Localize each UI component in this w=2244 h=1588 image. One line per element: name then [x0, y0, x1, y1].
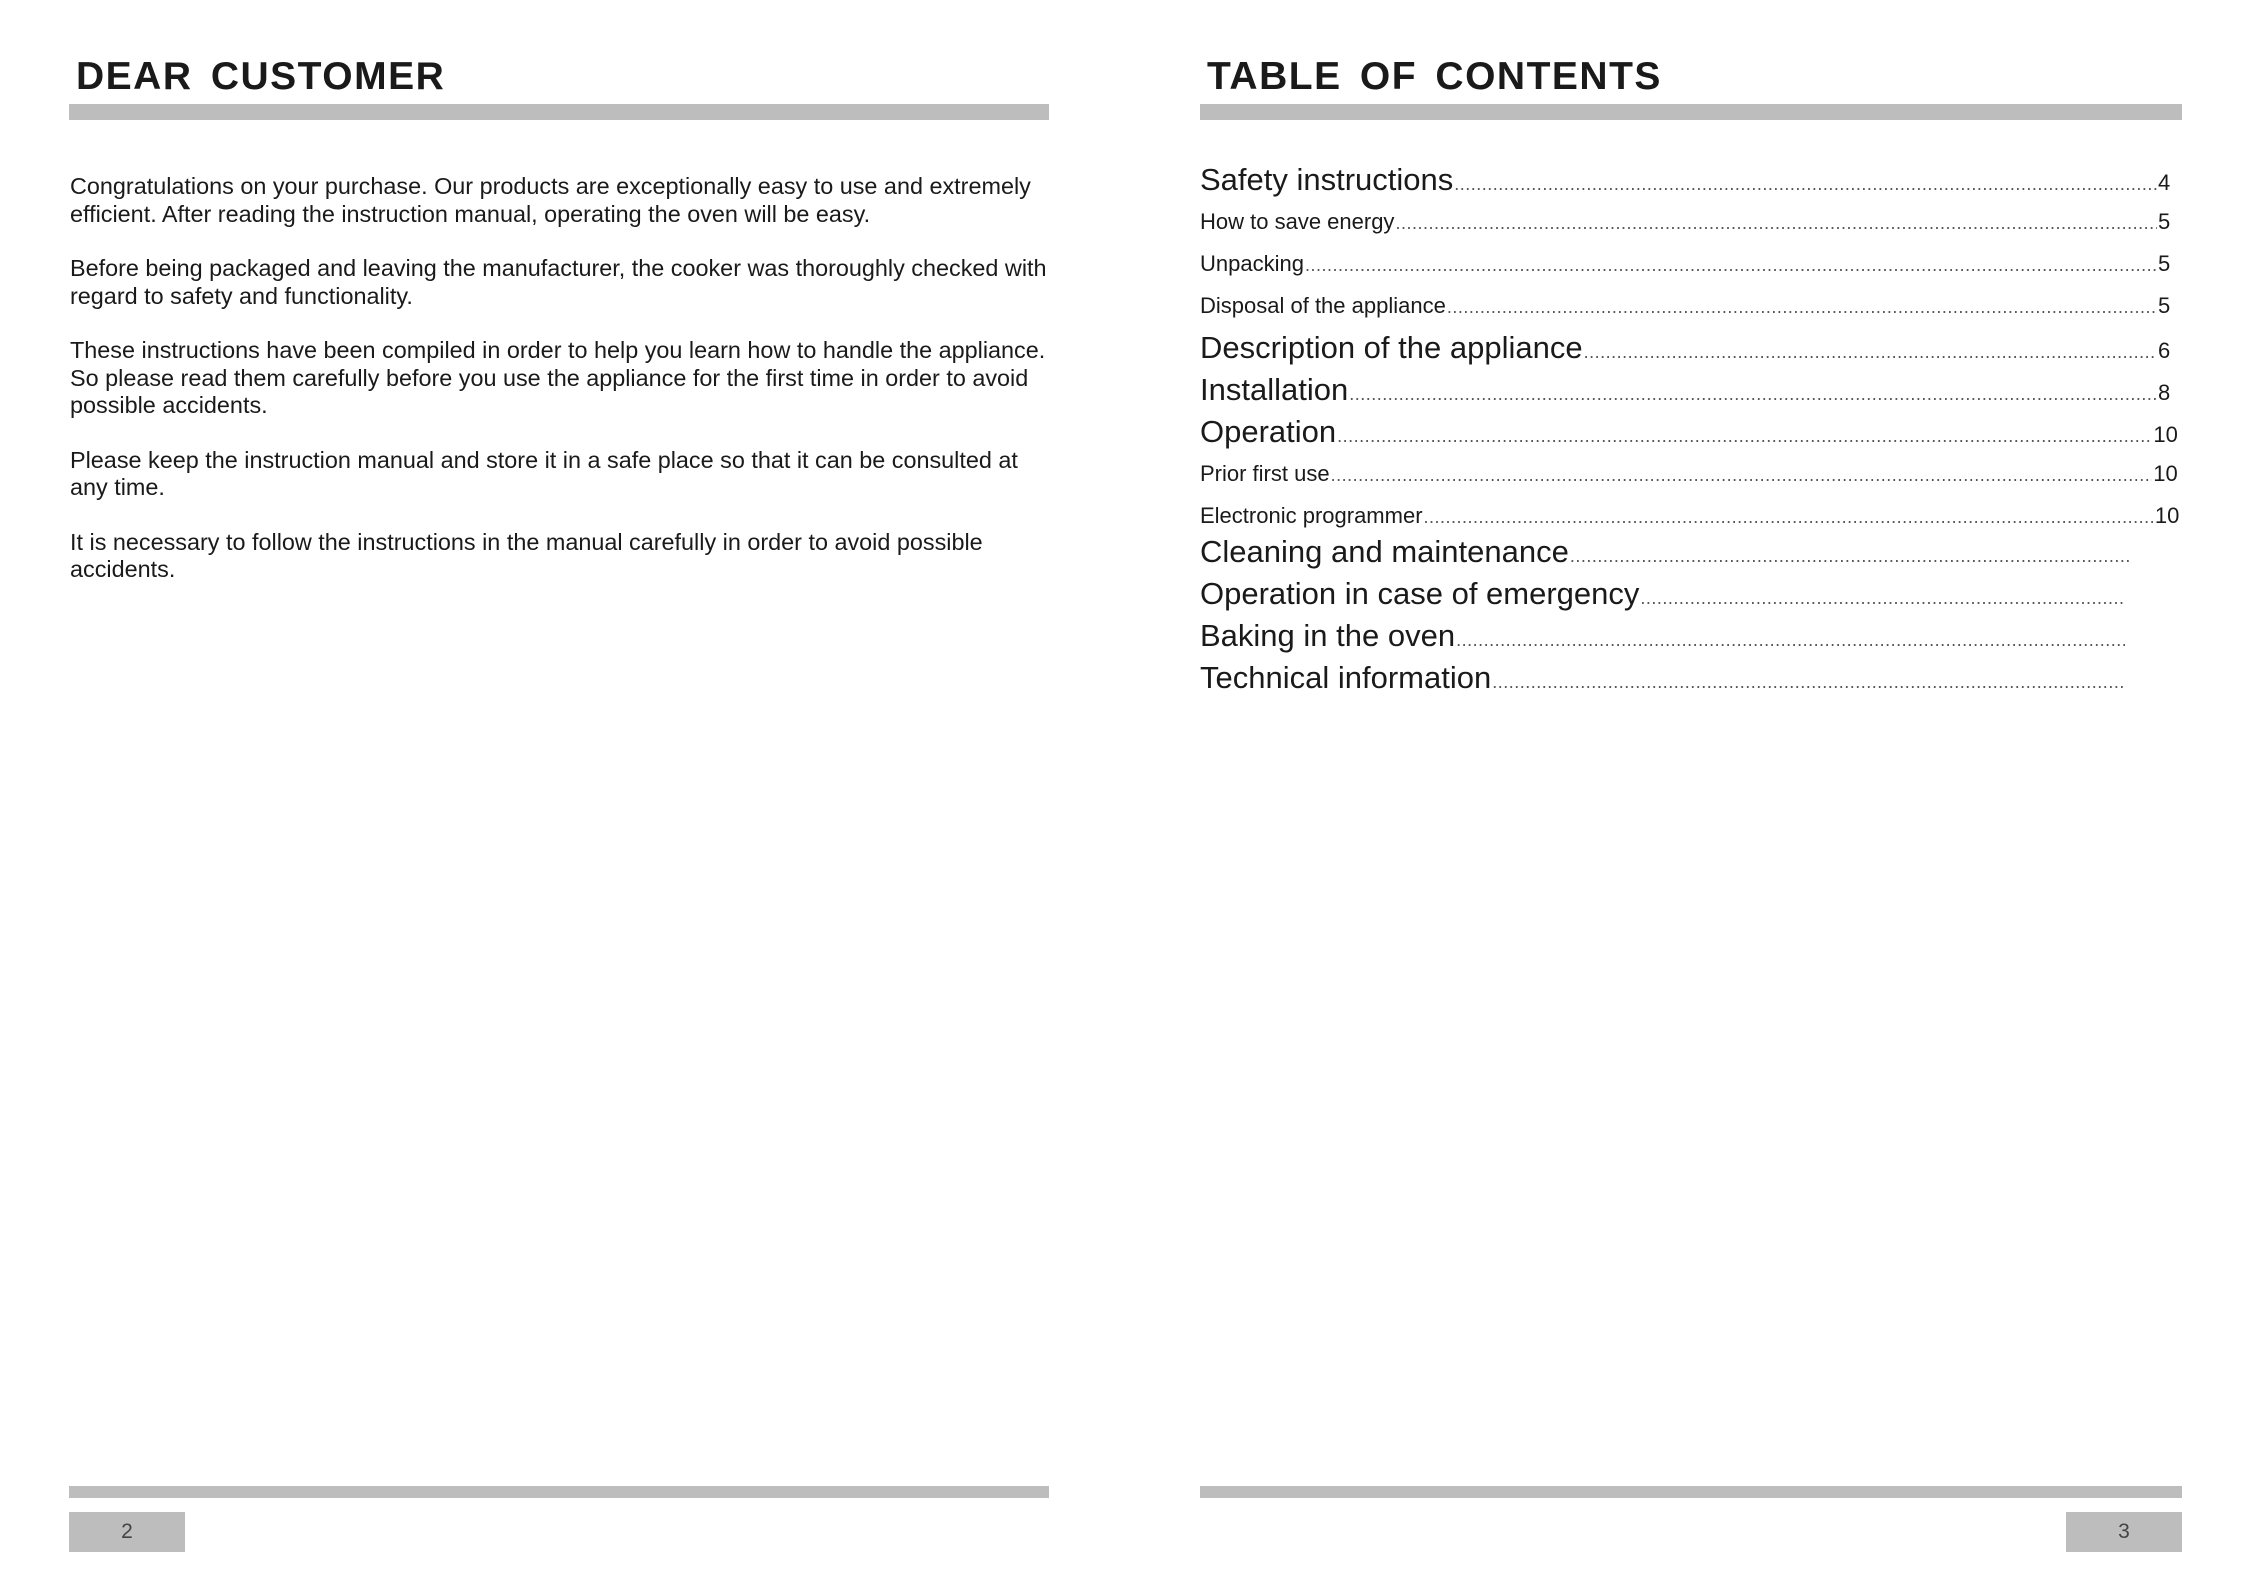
- dot-leader: [1570, 546, 2129, 567]
- intro-text: [70, 173, 1060, 611]
- toc-entry-page: 8: [2158, 380, 2171, 405]
- toc-entry-page: 10: [2153, 461, 2178, 486]
- dot-leader: [1331, 465, 2153, 486]
- dot-leader: [1447, 297, 2157, 318]
- toc-entry-page: 5: [2158, 251, 2171, 276]
- dot-leader: [1584, 342, 2157, 363]
- toc-entry[interactable]: [1200, 330, 2171, 366]
- toc-entry[interactable]: [1200, 414, 2178, 450]
- toc-entry[interactable]: [1200, 576, 2136, 612]
- dot-leader: [1395, 213, 2157, 234]
- heading-rule: [69, 104, 1049, 120]
- intro-paragraph: Congratulations on your purchase. Our products are exceptionally easy to use and extremely efficient. After reading the instruction manual, operating the oven will be easy.: [70, 173, 1031, 227]
- toc-entry-page: 5: [2158, 209, 2171, 234]
- toc-entry-page: 6: [2158, 338, 2171, 363]
- toc-entry-page: 4: [2158, 170, 2171, 195]
- page-number: 3: [2066, 1512, 2182, 1552]
- toc-entry-title: Prior first use: [1200, 461, 1330, 486]
- toc-entry-title: Operation: [1200, 414, 1337, 449]
- dot-leader: [1337, 426, 2152, 447]
- toc-entry-title: Technical information: [1200, 660, 1492, 695]
- toc-entry[interactable]: [1200, 503, 2180, 529]
- toc-entry[interactable]: [1200, 660, 2136, 696]
- toc-entry-title: Description of the appliance: [1200, 330, 1583, 365]
- toc-entry-title: Baking in the oven: [1200, 618, 1456, 653]
- page-heading: TABLE OF CONTENTS: [1207, 55, 1662, 98]
- toc-entry-page: 5: [2158, 293, 2171, 318]
- toc-entry-title: Electronic programmer: [1200, 503, 1423, 528]
- dot-leader: [1456, 630, 2125, 651]
- intro-paragraph: It is necessary to follow the instructions in the manual carefully in order to avoid possible accidents.: [70, 528, 983, 582]
- toc-entry-title: Disposal of the appliance: [1200, 293, 1446, 318]
- page-number: 2: [69, 1512, 185, 1552]
- toc-entry-title: Operation in case of emergency: [1200, 576, 1640, 611]
- intro-paragraph: Before being packaged and leaving the manufacturer, the cooker was thoroughly checked with regard to safety and functionality.: [70, 255, 1047, 309]
- toc-entry-page: 10: [2153, 422, 2178, 447]
- intro-paragraph: These instructions have been compiled in order to help you learn how to handle the appliance. So please read them carefully before you use the appliance for the first time in order to avoid possible accidents.: [70, 337, 1046, 418]
- dot-leader: [1640, 588, 2125, 609]
- toc-entry[interactable]: [1200, 209, 2171, 235]
- dot-leader: [1424, 507, 2154, 528]
- toc-entry[interactable]: [1200, 162, 2171, 198]
- toc-entry[interactable]: [1200, 461, 2178, 487]
- footer-rule: [69, 1486, 1049, 1498]
- toc-entry[interactable]: [1200, 618, 2136, 654]
- toc-entry-title: Cleaning and maintenance: [1200, 534, 1569, 569]
- toc-entry[interactable]: [1200, 293, 2171, 319]
- dot-leader: [1492, 672, 2125, 693]
- toc-entry-page: 10: [2154, 503, 2180, 528]
- right-page: [1200, 0, 2182, 1588]
- dot-leader: [1454, 174, 2157, 195]
- toc-entry-title: Safety instructions: [1200, 162, 1454, 197]
- toc-entry[interactable]: [1200, 372, 2171, 408]
- toc-entry-title: Unpacking: [1200, 251, 1304, 276]
- toc-entry-title: Installation: [1200, 372, 1349, 407]
- dot-leader: [1349, 384, 2157, 405]
- toc-entry[interactable]: [1200, 534, 2140, 570]
- page-heading: DEAR CUSTOMER: [76, 55, 446, 98]
- left-page: [69, 0, 1049, 1588]
- footer-rule: [1200, 1486, 2182, 1498]
- toc-entry[interactable]: [1200, 251, 2171, 277]
- toc-entry-title: How to save energy: [1200, 209, 1395, 234]
- dot-leader: [1305, 255, 2157, 276]
- heading-rule: [1200, 104, 2182, 120]
- intro-paragraph: Please keep the instruction manual and store it in a safe place so that it can be consulted at any time.: [70, 446, 1018, 500]
